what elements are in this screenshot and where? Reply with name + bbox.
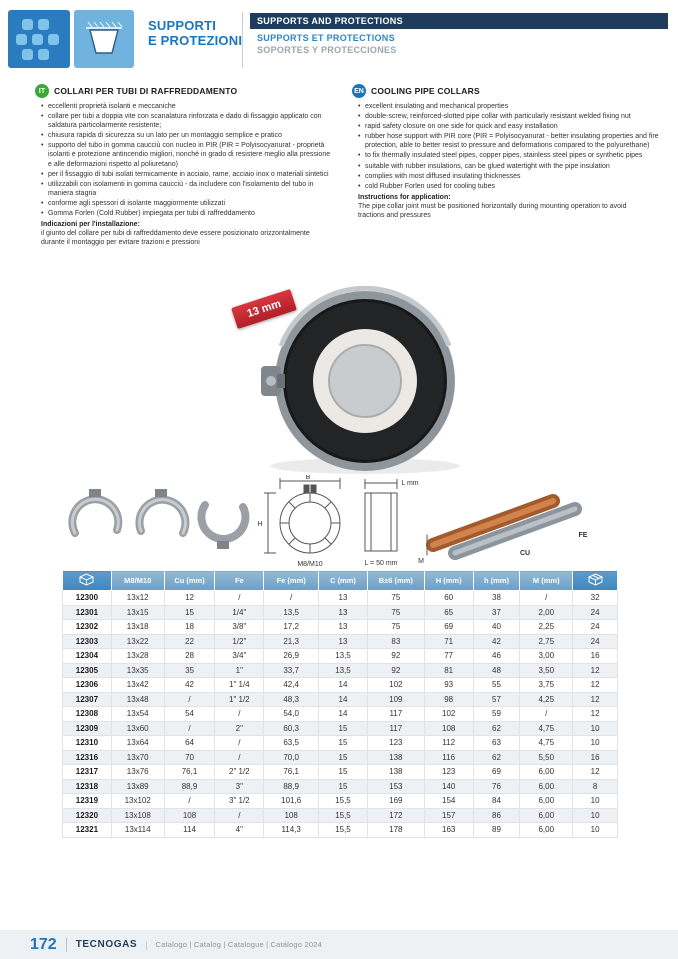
- table-cell: 1" 1/2: [215, 692, 264, 707]
- table-row: [63, 779, 618, 794]
- table-cell: 62: [473, 750, 520, 765]
- collar-thumbnail-2: [139, 489, 185, 533]
- table-cell: 163: [424, 823, 473, 838]
- table-cell: 48,3: [264, 692, 319, 707]
- table-cell: /: [215, 591, 264, 606]
- table-cell: 38: [473, 591, 520, 606]
- table-cell: 86: [473, 808, 520, 823]
- table-cell: 33,7: [264, 663, 319, 678]
- table-cell: 13x18: [111, 620, 164, 635]
- table-cell: 62: [473, 721, 520, 736]
- parts-table-wrap: [62, 570, 618, 838]
- table-cell: 4": [215, 823, 264, 838]
- size-badge: 13 mm: [231, 289, 297, 329]
- table-row: [63, 823, 618, 838]
- table-cell: 92: [367, 663, 424, 678]
- table-cell: 21,3: [264, 634, 319, 649]
- pack-quantity: 12: [573, 692, 618, 707]
- table-cell: 117: [367, 707, 424, 722]
- bullet-item: • cold Rubber Forlen used for cooling tubes: [358, 182, 664, 191]
- table-cell: 71: [424, 634, 473, 649]
- bullet-item: • supporto del tubo in gomma caucciù con nucleo in PIR (PIR = Polyisocyanurat - proprietà isolanti e protezione antincendio migliori, nonché in grado di resistere meglio alla pressione e alle deformazioni rispetto al poliuretano): [41, 141, 335, 168]
- table-cell: 2,25: [520, 620, 573, 635]
- table-cell: 93: [424, 678, 473, 693]
- table-cell: 14: [319, 678, 368, 693]
- support-trapezoid-icon: [74, 10, 134, 68]
- table-cell: 13x76: [111, 765, 164, 780]
- col-header-h-low: h (mm): [473, 571, 520, 591]
- table-cell: 15: [319, 736, 368, 751]
- table-cell: 35: [164, 663, 215, 678]
- table-body: [63, 591, 618, 838]
- bullet-item: • collare per tubi a doppia vite con scanalatura rinforzata e dado di fissaggio applicato con saldatura particolarmente resistente;: [41, 112, 335, 130]
- table-cell: 1/4": [215, 605, 264, 620]
- table-row: [63, 736, 618, 751]
- col-header-fe-mm: Fe (mm): [264, 571, 319, 591]
- table-cell: 42: [473, 634, 520, 649]
- table-cell: 123: [367, 736, 424, 751]
- table-cell: 6,00: [520, 765, 573, 780]
- col-header-m8m10: M8/M10: [111, 571, 164, 591]
- table-cell: 75: [367, 620, 424, 635]
- table-cell: 123: [424, 765, 473, 780]
- pack-quantity: 16: [573, 649, 618, 664]
- table-cell: 4,75: [520, 721, 573, 736]
- parts-table: [62, 570, 618, 838]
- table-cell: 3/8": [215, 620, 264, 635]
- table-cell: 2,75: [520, 634, 573, 649]
- table-cell: /: [520, 707, 573, 722]
- table-cell: 138: [367, 750, 424, 765]
- table-cell: 88,9: [164, 779, 215, 794]
- table-row: [63, 794, 618, 809]
- item-code: 12319: [63, 794, 112, 809]
- pipe-label-fe: FE: [578, 532, 588, 539]
- footer: [0, 930, 678, 959]
- table-cell: 13: [319, 620, 368, 635]
- table-cell: 178: [367, 823, 424, 838]
- item-code: 12309: [63, 721, 112, 736]
- table-cell: 3" 1/2: [215, 794, 264, 809]
- table-cell: 13x48: [111, 692, 164, 707]
- table-cell: /: [520, 591, 573, 606]
- bullet-item: • suitable with rubber insulations, can be glued watertight with the pipe insulation: [358, 162, 664, 171]
- table-cell: 18: [164, 620, 215, 635]
- table-cell: 102: [367, 678, 424, 693]
- dim-label-lmm: L mm: [401, 480, 419, 487]
- pack-quantity: 12: [573, 707, 618, 722]
- pipe-label-cu: CU: [519, 550, 531, 557]
- table-cell: 1": [215, 663, 264, 678]
- table-cell: 153: [367, 779, 424, 794]
- table-cell: 70,0: [264, 750, 319, 765]
- table-row: [63, 721, 618, 736]
- table-cell: 1" 1/4: [215, 678, 264, 693]
- dim-label-l50: L = 50 mm: [364, 560, 398, 567]
- table-cell: 76,1: [164, 765, 215, 780]
- technical-drawings: [55, 475, 625, 570]
- table-cell: 89: [473, 823, 520, 838]
- item-code: 12307: [63, 692, 112, 707]
- table-cell: 13x42: [111, 678, 164, 693]
- table-cell: 26,9: [264, 649, 319, 664]
- table-cell: 13x22: [111, 634, 164, 649]
- dim-label-m8m10: M8/M10: [297, 561, 323, 568]
- bullet-item: • complies with most diffused insulating thicknesses: [358, 172, 664, 181]
- table-cell: 1/2": [215, 634, 264, 649]
- table-cell: /: [164, 794, 215, 809]
- bullet-item: • eccellenti proprietà isolanti e meccaniche: [41, 102, 335, 111]
- table-cell: 112: [424, 736, 473, 751]
- italian-section: [35, 84, 335, 247]
- table-cell: 14: [319, 692, 368, 707]
- table-cell: 65: [424, 605, 473, 620]
- table-cell: 6,00: [520, 794, 573, 809]
- item-code: 12316: [63, 750, 112, 765]
- pack-quantity: 10: [573, 823, 618, 838]
- it-instructions-title: Indicazioni per l'installazione:: [41, 221, 140, 229]
- english-section: [352, 84, 664, 220]
- pack-quantity: 24: [573, 620, 618, 635]
- bullet-item: • per il fissaggio di tubi isolati termicamente in acciaio, rame, acciaio inox o materiali sintetici: [41, 170, 335, 179]
- section-title-line1: SUPPORTI: [148, 18, 217, 33]
- table-cell: 28: [164, 649, 215, 664]
- col-header-h-cap: H (mm): [424, 571, 473, 591]
- pack-quantity: 10: [573, 794, 618, 809]
- table-cell: 13x54: [111, 707, 164, 722]
- table-cell: 81: [424, 663, 473, 678]
- dim-label-b: B: [305, 475, 311, 481]
- table-cell: 4,75: [520, 736, 573, 751]
- table-cell: 15: [319, 765, 368, 780]
- table-cell: 40: [473, 620, 520, 635]
- catalog-info: Catalogo | Catalog | Catalogue | Catálogo 2024: [155, 940, 322, 949]
- table-row: [63, 692, 618, 707]
- pack-quantity: 10: [573, 808, 618, 823]
- table-cell: 13,5: [319, 649, 368, 664]
- col-header-cu: Cu (mm): [164, 571, 215, 591]
- table-cell: 63: [473, 736, 520, 751]
- header-divider: [242, 12, 243, 68]
- product-box-icon: [63, 571, 112, 591]
- table-cell: /: [215, 750, 264, 765]
- table-cell: 3/4": [215, 649, 264, 664]
- col-header-c: C (mm): [319, 571, 368, 591]
- table-cell: 6,00: [520, 823, 573, 838]
- table-row: [63, 620, 618, 635]
- page-number: 172: [30, 935, 57, 953]
- item-code: 12308: [63, 707, 112, 722]
- item-code: 12320: [63, 808, 112, 823]
- pack-quantity: 32: [573, 591, 618, 606]
- header-lang-es: SOPORTES Y PROTECCIONES: [257, 45, 397, 55]
- en-language-badge: EN: [352, 84, 366, 98]
- section-title: [148, 18, 242, 48]
- pipe-label-m: M: [418, 558, 424, 565]
- table-cell: 114,3: [264, 823, 319, 838]
- pipes-illustration: [427, 501, 575, 555]
- table-cell: 15: [319, 750, 368, 765]
- table-cell: 102: [424, 707, 473, 722]
- item-code: 12317: [63, 765, 112, 780]
- en-section-title: COOLING PIPE COLLARS: [371, 86, 480, 96]
- table-row: [63, 649, 618, 664]
- table-cell: 46: [473, 649, 520, 664]
- table-cell: 88,9: [264, 779, 319, 794]
- table-cell: 70: [164, 750, 215, 765]
- table-cell: 84: [473, 794, 520, 809]
- bullet-item: • chiusura rapida di sicurezza su un lato per un montaggio semplice e pratico: [41, 131, 335, 140]
- pack-quantity: 16: [573, 750, 618, 765]
- table-cell: 75: [367, 591, 424, 606]
- table-cell: 77: [424, 649, 473, 664]
- pack-quantity: 12: [573, 678, 618, 693]
- table-row: [63, 591, 618, 606]
- section-title-line2: E PROTEZIONI: [148, 33, 243, 48]
- table-cell: 48: [473, 663, 520, 678]
- table-cell: 157: [424, 808, 473, 823]
- dimension-drawing-side: [365, 479, 397, 551]
- table-cell: 117: [367, 721, 424, 736]
- table-cell: /: [215, 808, 264, 823]
- collar-thumbnail-1: [72, 489, 118, 533]
- table-cell: 6,00: [520, 808, 573, 823]
- table-cell: 15: [319, 721, 368, 736]
- table-cell: 15: [164, 605, 215, 620]
- table-cell: 3,50: [520, 663, 573, 678]
- table-cell: 13: [319, 591, 368, 606]
- table-cell: 55: [473, 678, 520, 693]
- it-section-title: COLLARI PER TUBI DI RAFFREDDAMENTO: [54, 86, 238, 96]
- table-row: [63, 808, 618, 823]
- en-bullet-list: [358, 102, 664, 191]
- it-language-badge: IT: [35, 84, 49, 98]
- col-header-m: M (mm): [520, 571, 573, 591]
- table-header-row: [63, 571, 618, 591]
- col-header-fe-inch: Fe: [215, 571, 264, 591]
- table-cell: 108: [164, 808, 215, 823]
- table-cell: 15,5: [319, 794, 368, 809]
- item-code: 12318: [63, 779, 112, 794]
- table-row: [63, 707, 618, 722]
- table-cell: 2,00: [520, 605, 573, 620]
- table-cell: 76,1: [264, 765, 319, 780]
- item-code: 12310: [63, 736, 112, 751]
- table-cell: 101,6: [264, 794, 319, 809]
- table-row: [63, 605, 618, 620]
- it-instructions-body: il giunto del collare per tubi di raffreddamento deve essere posizionato orizzontalmente durante il montaggio per evitare trazioni e pressioni: [41, 230, 310, 247]
- table-cell: 54,0: [264, 707, 319, 722]
- brand-mark-icon: [8, 10, 70, 68]
- trapezoid-icon: [82, 19, 126, 59]
- header-lang-fr: SUPPORTS ET PROTECTIONS: [257, 33, 395, 43]
- table-cell: 13x64: [111, 736, 164, 751]
- package-quantity-icon: [573, 571, 618, 591]
- item-code: 12304: [63, 649, 112, 664]
- table-cell: 13: [319, 634, 368, 649]
- pack-quantity: 10: [573, 721, 618, 736]
- table-cell: 83: [367, 634, 424, 649]
- col-header-b: B±6 (mm): [367, 571, 424, 591]
- table-cell: 13x60: [111, 721, 164, 736]
- table-cell: 5,50: [520, 750, 573, 765]
- table-cell: 169: [367, 794, 424, 809]
- bullet-item: • double-screw, reinforced-slotted pipe collar with particularly resistant welded fixing nut: [358, 112, 664, 121]
- table-cell: 109: [367, 692, 424, 707]
- table-cell: 14: [319, 707, 368, 722]
- pack-quantity: 10: [573, 736, 618, 751]
- table-cell: 13x70: [111, 750, 164, 765]
- item-code: 12301: [63, 605, 112, 620]
- table-cell: 13x15: [111, 605, 164, 620]
- table-cell: 60,3: [264, 721, 319, 736]
- bullet-item: • rubber hose support with PIR core (PIR = Polyisocyanurat - better insulating properties and fire protection, able to better resist to pressure and deformations compared to the polyurethane): [358, 132, 664, 150]
- table-cell: 59: [473, 707, 520, 722]
- table-cell: 138: [367, 765, 424, 780]
- table-cell: 17,2: [264, 620, 319, 635]
- header-lang-en: SUPPORTS AND PROTECTIONS: [250, 13, 668, 29]
- table-cell: /: [164, 721, 215, 736]
- table-cell: 3,75: [520, 678, 573, 693]
- table-cell: 69: [424, 620, 473, 635]
- pack-quantity: 24: [573, 634, 618, 649]
- table-cell: 108: [424, 721, 473, 736]
- table-cell: 15,5: [319, 808, 368, 823]
- pack-quantity: 12: [573, 663, 618, 678]
- table-cell: /: [164, 692, 215, 707]
- en-instructions-body: The pipe collar joint must be positioned horizontally during mounting operation to avoid tractions and pressures: [358, 202, 627, 219]
- pack-quantity: 8: [573, 779, 618, 794]
- table-cell: 114: [164, 823, 215, 838]
- table-row: [63, 663, 618, 678]
- table-row: [63, 634, 618, 649]
- it-bullet-list: [41, 102, 335, 218]
- table-cell: 15,5: [319, 823, 368, 838]
- table-cell: 3,00: [520, 649, 573, 664]
- table-cell: 13x108: [111, 808, 164, 823]
- table-cell: /: [215, 707, 264, 722]
- table-cell: /: [215, 736, 264, 751]
- pack-quantity: 24: [573, 605, 618, 620]
- table-cell: 69: [473, 765, 520, 780]
- footer-pipe: |: [145, 939, 148, 950]
- table-cell: 13x28: [111, 649, 164, 664]
- bullet-item: • to fix thermally insulated steel pipes, copper pipes, stainless steel pipes or synthetic pipes: [358, 151, 664, 160]
- table-cell: 92: [367, 649, 424, 664]
- table-cell: 12: [164, 591, 215, 606]
- table-cell: 13x12: [111, 591, 164, 606]
- table-cell: 6,00: [520, 779, 573, 794]
- table-cell: 42,4: [264, 678, 319, 693]
- bullet-item: • excellent insulating and mechanical properties: [358, 102, 664, 111]
- table-cell: 4,25: [520, 692, 573, 707]
- table-cell: 154: [424, 794, 473, 809]
- table-cell: 116: [424, 750, 473, 765]
- table-cell: 13,5: [264, 605, 319, 620]
- brand-dots-pattern: [8, 10, 70, 68]
- brand-name: TECNOGAS: [75, 939, 138, 950]
- table-cell: 13x89: [111, 779, 164, 794]
- table-cell: 13x102: [111, 794, 164, 809]
- table-cell: 2" 1/2: [215, 765, 264, 780]
- table-cell: 3": [215, 779, 264, 794]
- table-cell: 108: [264, 808, 319, 823]
- table-cell: 172: [367, 808, 424, 823]
- table-cell: 13,5: [319, 663, 368, 678]
- bullet-item: • Gomma Forlen (Cold Rubber) impiegata per tubi di raffreddamento: [41, 209, 335, 218]
- dimension-drawing-front: [264, 478, 340, 553]
- table-cell: 13x35: [111, 663, 164, 678]
- table-cell: 60: [424, 591, 473, 606]
- table-cell: 57: [473, 692, 520, 707]
- item-code: 12306: [63, 678, 112, 693]
- table-cell: 15: [319, 779, 368, 794]
- table-cell: 63,5: [264, 736, 319, 751]
- product-photo-area: [225, 286, 485, 478]
- table-cell: 98: [424, 692, 473, 707]
- table-cell: 64: [164, 736, 215, 751]
- table-row: [63, 678, 618, 693]
- footer-divider: [66, 938, 67, 952]
- table-cell: 13x114: [111, 823, 164, 838]
- bullet-item: • rapid safety closure on one side for quick and easy installation: [358, 122, 664, 131]
- table-cell: 76: [473, 779, 520, 794]
- table-cell: 22: [164, 634, 215, 649]
- table-cell: 75: [367, 605, 424, 620]
- bullet-item: • utilizzabili con isolamenti in gomma caucciù - da includere con l'isolamento del tubo in maniera stagna: [41, 180, 335, 198]
- collar-thumbnail-3: [201, 505, 245, 549]
- table-cell: 13: [319, 605, 368, 620]
- table-cell: 140: [424, 779, 473, 794]
- table-cell: 2": [215, 721, 264, 736]
- item-code: 12305: [63, 663, 112, 678]
- en-instructions-title: Instructions for application:: [358, 193, 451, 201]
- table-cell: 54: [164, 707, 215, 722]
- item-code: 12300: [63, 591, 112, 606]
- item-code: 12321: [63, 823, 112, 838]
- dim-label-h: H: [257, 521, 263, 528]
- item-code: 12302: [63, 620, 112, 635]
- table-row: [63, 765, 618, 780]
- table-cell: 42: [164, 678, 215, 693]
- pack-quantity: 12: [573, 765, 618, 780]
- table-cell: 37: [473, 605, 520, 620]
- item-code: 12303: [63, 634, 112, 649]
- table-row: [63, 750, 618, 765]
- bullet-item: • conforme agli spessori di isolante maggiormente utilizzati: [41, 199, 335, 208]
- table-cell: /: [264, 591, 319, 606]
